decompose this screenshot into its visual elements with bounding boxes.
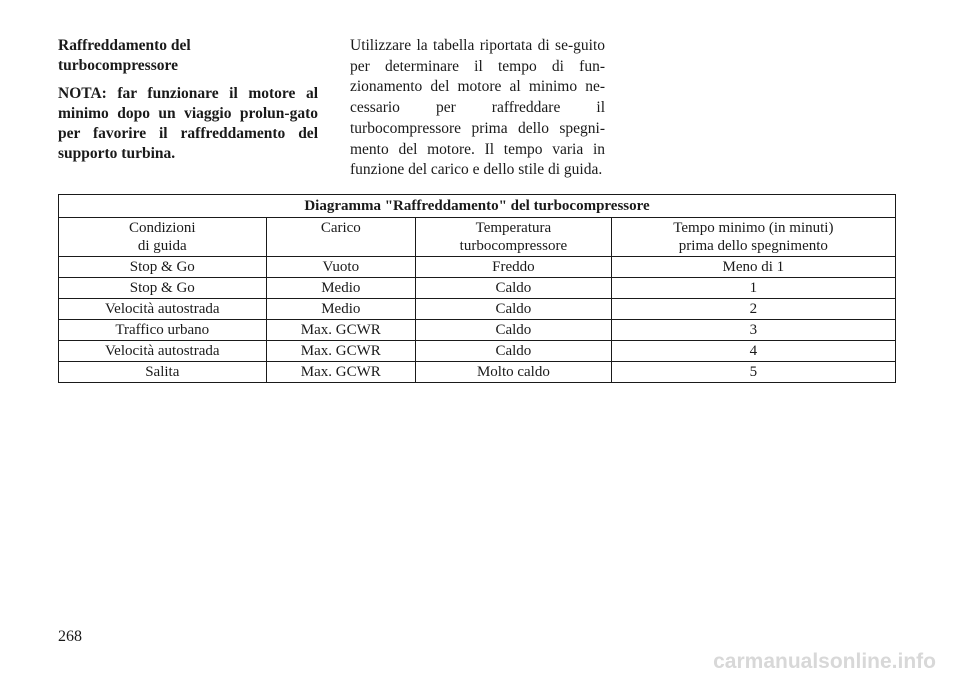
table-cell: Caldo — [416, 299, 612, 320]
table-cell: 3 — [611, 320, 895, 341]
table-cell: Stop & Go — [59, 257, 267, 278]
table-title: Diagramma "Raffreddamento" del turbocompressore — [59, 195, 896, 218]
section-heading-line1: Raffreddamento del — [58, 37, 191, 54]
section-heading — [58, 36, 318, 76]
section-heading-line2: turbocompressore — [58, 57, 178, 74]
table-cell: Caldo — [416, 341, 612, 362]
watermark: carmanualsonline.info — [713, 650, 936, 673]
table-cell: Max. GCWR — [266, 341, 416, 362]
table-row — [59, 341, 896, 362]
table-cell: Vuoto — [266, 257, 416, 278]
table-cell: Caldo — [416, 278, 612, 299]
table-cell: Max. GCWR — [266, 362, 416, 383]
table-cell: 2 — [611, 299, 895, 320]
header-cell: Tempo minimo (in minuti) prima dello spegnimento — [611, 218, 895, 257]
table-cell: Caldo — [416, 320, 612, 341]
cooldown-table — [58, 194, 896, 383]
table-row — [59, 299, 896, 320]
table-cell: 5 — [611, 362, 895, 383]
table-row — [59, 278, 896, 299]
table-row — [59, 320, 896, 341]
page-number: 268 — [58, 628, 82, 645]
table-header-row — [59, 218, 896, 257]
header-cell: Condizioni di guida — [59, 218, 267, 257]
table-cell: Salita — [59, 362, 267, 383]
table-cell: Traffico urbano — [59, 320, 267, 341]
table-cell: Meno di 1 — [611, 257, 895, 278]
table-cell: Medio — [266, 299, 416, 320]
header-cell: Carico — [266, 218, 416, 257]
intro-paragraph: Utilizzare la tabella riportata di se-guito per determinare il tempo di fun-zionamento del motore al minimo ne-cessario per raffreddare il turbocompressore prima dello spegni-mento del motore. Il tempo varia in funzione del carico e dello stile di guida. — [350, 37, 605, 179]
table-cell: 1 — [611, 278, 895, 299]
table-row — [59, 257, 896, 278]
note-text: NOTA: far funzionare il motore al minimo dopo un viaggio prolun-gato per favorire il raffreddamento del supporto turbina. — [58, 85, 318, 162]
table-cell: Max. GCWR — [266, 320, 416, 341]
table-cell: Velocità autostrada — [59, 341, 267, 362]
table-cell: 4 — [611, 341, 895, 362]
table-cell: Stop & Go — [59, 278, 267, 299]
table-cell: Freddo — [416, 257, 612, 278]
header-cell: Temperatura turbocompressore — [416, 218, 612, 257]
left-column — [58, 36, 318, 164]
table-cell: Medio — [266, 278, 416, 299]
table-cell: Molto caldo — [416, 362, 612, 383]
table-cell: Velocità autostrada — [59, 299, 267, 320]
table-row — [59, 362, 896, 383]
